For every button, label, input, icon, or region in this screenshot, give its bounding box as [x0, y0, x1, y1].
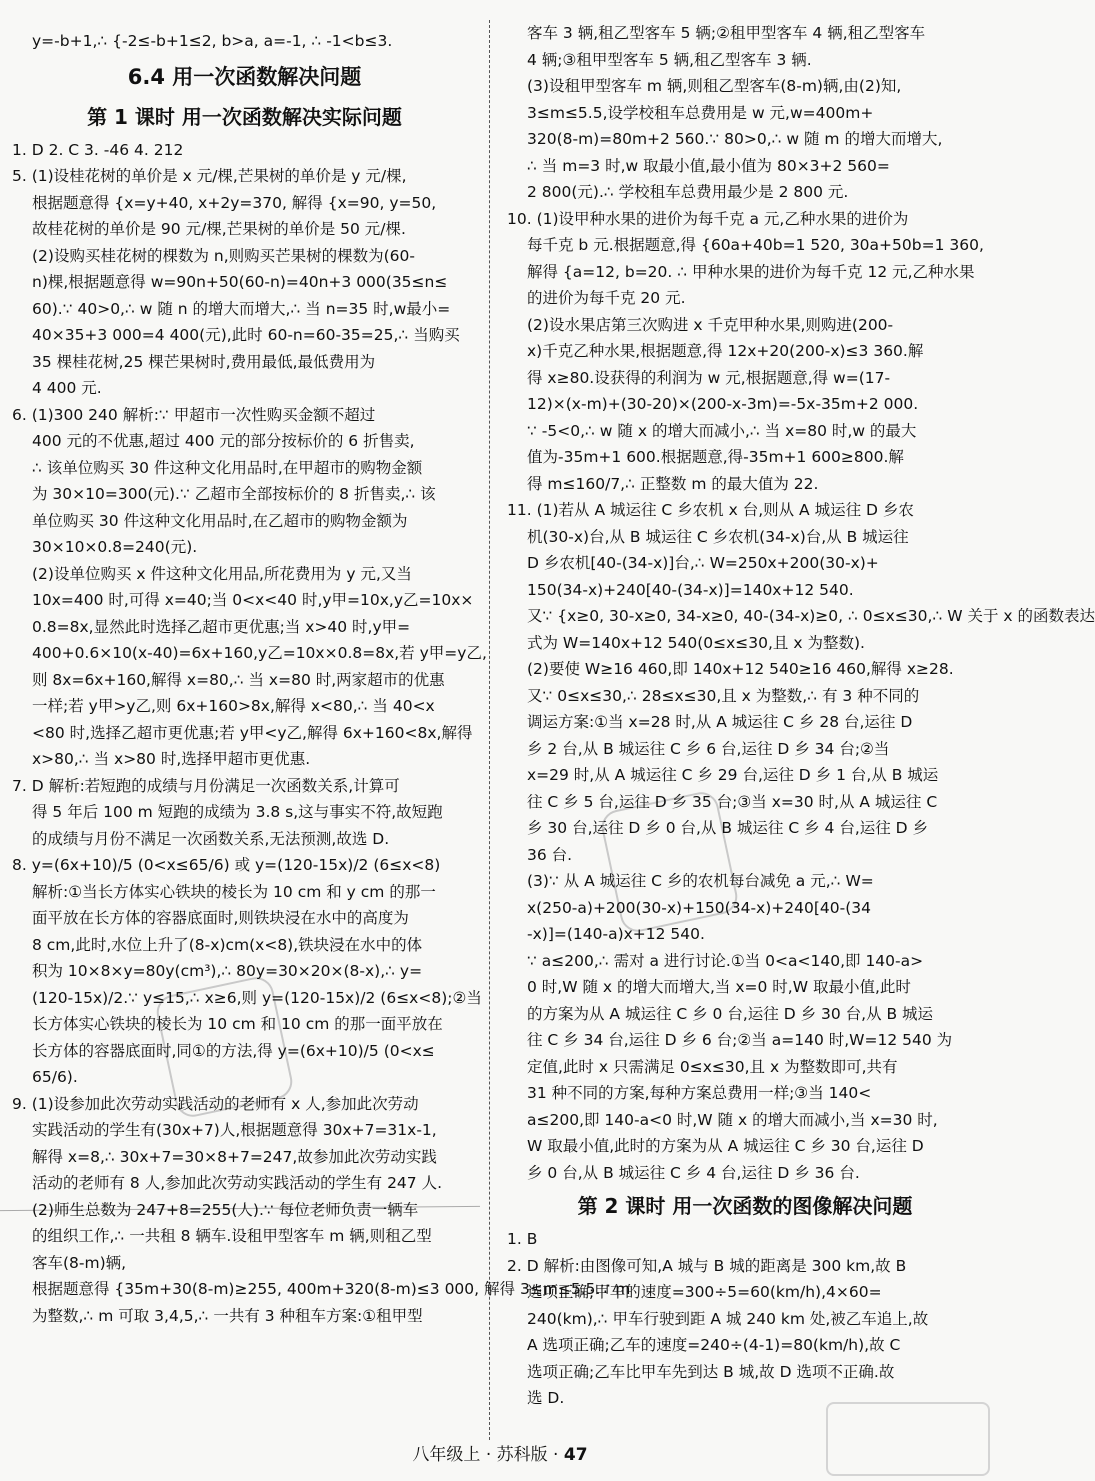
text-line: 2. D 解析:由图像可知,A 城与 B 城的距离是 300 km,故 B [507, 1256, 907, 1275]
text-line: 调运方案:①当 x=28 时,从 A 城运往 C 乡 28 台,运往 D [527, 713, 913, 731]
text-line: 选项正确;甲车的速度=300÷5=60(km/h),4×60= [527, 1283, 882, 1301]
text-line: 客车 3 辆,租乙型客车 5 辆;②租甲型客车 4 辆,租乙型客车 [527, 24, 926, 42]
text-line: 单位购买 30 件这种文化用品时,在乙超市的购物金额为 [32, 511, 408, 530]
text-line: x>80,∴ 当 x>80 时,选择甲超市更优惠. [32, 750, 311, 768]
text-line: 1. D 2. C 3. -46 4. 212 [12, 140, 184, 159]
text-line: (2)设单位购买 x 件这种文化用品,所花费用为 y 元,又当 [32, 564, 412, 583]
text-line: y=-b+1,∴ {-2≤-b+1≤2, b>a, a=-1, ∴ -1<b≤3. [32, 32, 393, 50]
text-line: 根据题意得 {35m+30(8-m)≥255, 400m+320(8-m)≤3 000, 解得 3≤m≤5.5.∵ m [32, 1280, 631, 1298]
text-line: 式为 W=140x+12 540(0≤x≤30,且 x 为整数). [527, 633, 865, 652]
text-line: (120-15x)/2.∵ y≤15,∴ x≥6,则 y=(120-15x)/2 (6≤x<8);②当 [32, 988, 482, 1007]
text-line: 12)×(x-m)+(30-20)×(200-x-3m)=-5x-35m+2 000. [527, 395, 919, 413]
text-line: 400 元的不优惠,超过 400 元的部分按标价的 6 折售卖, [32, 432, 415, 450]
text-line: 客车(8-m)辆, [32, 1253, 127, 1272]
text-line: 一样;若 y甲>y乙,则 6x+160>8x,解得 x<80,∴ 当 40<x [32, 697, 435, 715]
text-line: 60).∵ 40>0,∴ w 随 n 的增大而增大,∴ 当 n=35 时,w最小= [32, 299, 451, 318]
section-heading: 6.4 用一次函数解决问题 [127, 64, 362, 89]
text-line: ∴ 当 m=3 时,w 取最小值,最小值为 80×3+2 560= [527, 156, 890, 175]
text-line: 的组织工作,∴ 一共租 8 辆车.设租甲型客车 m 辆,则租乙型 [32, 1227, 432, 1245]
text-line: 为 30×10=300(元).∵ 乙超市全部按标价的 8 折售卖,∴ 该 [32, 485, 436, 503]
text-line: 的成绩与月份不满足一次函数关系,无法预测,故选 D. [32, 829, 390, 848]
text-line: 4 400 元. [32, 379, 102, 397]
text-line: 选 D. [527, 1389, 565, 1407]
text-line: <80 时,选择乙超市更优惠;若 y甲<y乙,解得 6x+160<8x,解得 [32, 723, 473, 742]
text-line: ∴ 该单位购买 30 件这种文化用品时,在甲超市的购物金额 [32, 458, 423, 477]
text-line: 解得 {a=12, b=20. ∴ 甲种水果的进价为每千克 12 元,乙种水果 [527, 262, 975, 281]
text-line: 的方案为从 A 城运往 C 乡 0 台,运往 D 乡 30 台,从 B 城运 [527, 1004, 934, 1023]
text-line: (3)∵ 从 A 城运往 C 乡的农机每台减免 a 元,∴ W= [527, 872, 874, 890]
text-line: 40×35+3 000=4 400(元),此时 60-n=60-35=25,∴ 当购买 [32, 326, 460, 344]
text-line: W 取最小值,此时的方案为从 A 城运往 C 乡 30 台,运往 D [527, 1137, 924, 1155]
text-line: n)棵,根据题意得 w=90n+50(60-n)=40n+3 000(35≤n≤ [32, 273, 448, 291]
text-line: 解析:①当长方体实心铁块的棱长为 10 cm 和 y cm 的那一 [32, 882, 436, 901]
text-line: 4 辆;③租甲型客车 5 辆,租乙型客车 3 辆. [527, 50, 812, 69]
section-heading: 第 1 课时 用一次函数解决实际问题 [87, 104, 402, 129]
text-line: 活动的老师有 8 人,参加此次劳动实践活动的学生有 247 人. [32, 1174, 443, 1192]
text-line: (2)设购买桂花树的棵数为 n,则购买芒果树的棵数为(60- [32, 246, 415, 265]
text-line: 长方体实心铁块的棱长为 10 cm 和 10 cm 的那一面平放在 [32, 1015, 443, 1033]
text-line: 又∵ 0≤x≤30,∴ 28≤x≤30,且 x 为整数,∴ 有 3 种不同的 [527, 686, 920, 705]
text-line: 150(34-x)+240[40-(34-x)]=140x+12 540. [527, 580, 854, 599]
text-line: 10. (1)设甲种水果的进价为每千克 a 元,乙种水果的进价为 [507, 209, 909, 228]
text-line: 机(30-x)台,从 B 城运往 C 乡农机(34-x)台,从 B 城运往 [527, 527, 909, 546]
text-line: 36 台. [527, 845, 573, 864]
text-line: 往 C 乡 5 台,运往 D 乡 35 台;③当 x=30 时,从 A 城运往 C [527, 792, 938, 811]
text-line: 积为 10×8×y=80y(cm³),∴ 80y=30×20×(8-x),∴ y= [32, 962, 423, 980]
text-line: (3)设租甲型客车 m 辆,则租乙型客车(8-m)辆,由(2)知, [527, 77, 902, 95]
text-line: 10x=400 时,可得 x=40;当 0<x<40 时,y甲=10x,y乙=10x× [32, 591, 474, 609]
text-line: 长方体的容器底面时,同①的方法,得 y=(6x+10)/5 (0<x≤ [32, 1041, 435, 1060]
text-line: 往 C 乡 34 台,运往 D 乡 6 台;②当 a=140 时,W=12 540 为 [527, 1031, 953, 1049]
text-line: 65/6). [32, 1068, 78, 1086]
text-line: 得 x≥80.设获得的利润为 w 元,根据题意,得 w=(17- [527, 368, 891, 387]
text-line: 9. (1)设参加此次劳动实践活动的老师有 x 人,参加此次劳动 [12, 1094, 419, 1113]
text-line: A 选项正确;乙车的速度=240÷(4-1)=80(km/h),故 C [527, 1336, 901, 1354]
text-line: 3≤m≤5.5,设学校租车总费用是 w 元,w=400m+ [527, 103, 874, 122]
text-line: 400+0.6×10(x-40)=6x+160,y乙=10x×0.8=8x,若 y甲=y乙, [32, 644, 487, 662]
text-line: 0 时,W 随 x 的增大而增大,当 x=0 时,W 取最小值,此时 [527, 978, 911, 996]
text-line: 又∵ {x≥0, 30-x≥0, 34-x≥0, 40-(34-x)≥0, ∴ 0≤x≤30,∴ W 关于 x 的函数表达 [527, 607, 1095, 625]
text-line: ∵ -5<0,∴ w 随 x 的增大而减小,∴ 当 x=80 时,w 的最大 [527, 421, 917, 440]
text-line: x=29 时,从 A 城运往 C 乡 29 台,运往 D 乡 1 台,从 B 城运 [527, 766, 939, 784]
text-line: 面平放在长方体的容器底面时,则铁块浸在水中的高度为 [32, 909, 409, 927]
page-footer [0, 1442, 1000, 1469]
text-line: x(250-a)+200(30-x)+150(34-x)+240[40-(34 [527, 898, 871, 917]
text-line: 得 5 年后 100 m 短跑的成绩为 3.8 s,这与事实不符,故短跑 [32, 803, 443, 821]
text-line: 乡 0 台,从 B 城运往 C 乡 4 台,运往 D 乡 36 台. [527, 1163, 860, 1182]
text-line: D 乡农机[40-(34-x)]台,∴ W=250x+200(30-x)+ [527, 554, 879, 572]
text-line: 为整数,∴ m 可取 3,4,5,∴ 一共有 3 种租车方案:①租甲型 [32, 1306, 423, 1325]
text-line: 每千克 b 元.根据题意,得 {60a+40b=1 520, 30a+50b=1 360, [527, 236, 984, 254]
text-line: 0.8=8x,显然此时选择乙超市更优惠;当 x>40 时,y甲= [32, 617, 411, 636]
page-number: 47 [563, 1445, 588, 1465]
text-line: 选项正确;乙车比甲车先到达 B 城,故 D 选项不正确.故 [527, 1362, 895, 1381]
text-line: 31 种不同的方案,每种方案总费用一样;③当 140< [527, 1084, 872, 1102]
text-line: 定值,此时 x 只需满足 0≤x≤30,且 x 为整数即可,共有 [527, 1057, 898, 1076]
text-line: 6. (1)300 240 解析:∵ 甲超市一次性购买金额不超过 [12, 405, 376, 424]
text-line: 240(km),∴ 甲车行驶到距 A 城 240 km 处,被乙车追上,故 [527, 1309, 929, 1328]
text-line: 1. B [507, 1230, 538, 1248]
text-line: 得 m≤160/7,∴ 正整数 m 的最大值为 22. [527, 474, 819, 493]
text-line: 乡 2 台,从 B 城运往 C 乡 6 台,运往 D 乡 34 台;②当 [527, 739, 890, 758]
footer-text: 八年级上 · 苏科版 · [412, 1445, 559, 1465]
text-line: (2)设水果店第三次购进 x 千克甲种水果,则购进(200- [527, 315, 894, 334]
text-line: 30×10×0.8=240(元). [32, 538, 198, 556]
text-line: 7. D 解析:若短跑的成绩与月份满足一次函数关系,计算可 [12, 776, 400, 795]
text-line: a≤200,即 140-a<0 时,W 随 x 的增大而减小,当 x=30 时, [527, 1110, 938, 1129]
text-line: 则 8x=6x+160,解得 x=80,∴ 当 x=80 时,两家超市的优惠 [32, 670, 445, 689]
text-line: 11. (1)若从 A 城运往 C 乡农机 x 台,则从 A 城运往 D 乡农 [507, 501, 914, 519]
text-line: 根据题意得 {x=y+40, x+2y=370, 解得 {x=90, y=50, [32, 193, 437, 212]
text-line: 320(8-m)=80m+2 560.∵ 80>0,∴ w 随 m 的增大而增大, [527, 130, 943, 148]
text-line: 2 800(元).∴ 学校租车总费用最少是 2 800 元. [527, 183, 849, 201]
text-line: 8. y=(6x+10)/5 (0<x≤65/6) 或 y=(120-15x)/2 (6≤x<8) [12, 856, 441, 874]
text-line: 8 cm,此时,水位上升了(8-x)cm(x<8),铁块浸在水中的体 [32, 935, 423, 954]
text-line: 实践活动的学生有(30x+7)人,根据题意得 30x+7=31x-1, [32, 1121, 437, 1139]
text-line: 解得 x=8,∴ 30x+7=30×8+7=247,故参加此次劳动实践 [32, 1147, 437, 1166]
text-line: (2)要使 W≥16 460,即 140x+12 540≥16 460,解得 x≥28. [527, 660, 954, 678]
text-line: x)千克乙种水果,根据题意,得 12x+20(200-x)≤3 360.解 [527, 342, 924, 360]
text-line: 值为-35m+1 600.根据题意,得-35m+1 600≥800.解 [527, 448, 904, 466]
text-line: 35 棵桂花树,25 棵芒果树时,费用最低,最低费用为 [32, 352, 376, 371]
text-line: ∵ a≤200,∴ 需对 a 进行讨论.①当 0<a<140,即 140-a> [527, 951, 924, 970]
text-line: 乡 30 台,运往 D 乡 0 台,从 B 城运往 C 乡 4 台,运往 D 乡 [527, 819, 929, 837]
text-line: -x)]=(140-a)x+12 540. [527, 925, 705, 943]
text-line: (2)师生总数为 247+8=255(人).∵ 每位老师负责一辆车 [32, 1200, 419, 1219]
right-column [507, 20, 1095, 1412]
text-line: 5. (1)设桂花树的单价是 x 元/棵,芒果树的单价是 y 元/棵, [12, 167, 407, 185]
section-heading: 第 2 课时 用一次函数的图像解决问题 [577, 1194, 913, 1218]
text-line: 的进价为每千克 20 元. [527, 289, 686, 307]
text-line: 故桂花树的单价是 90 元/棵,芒果树的单价是 50 元/棵. [32, 220, 406, 238]
column-divider [489, 20, 490, 1440]
